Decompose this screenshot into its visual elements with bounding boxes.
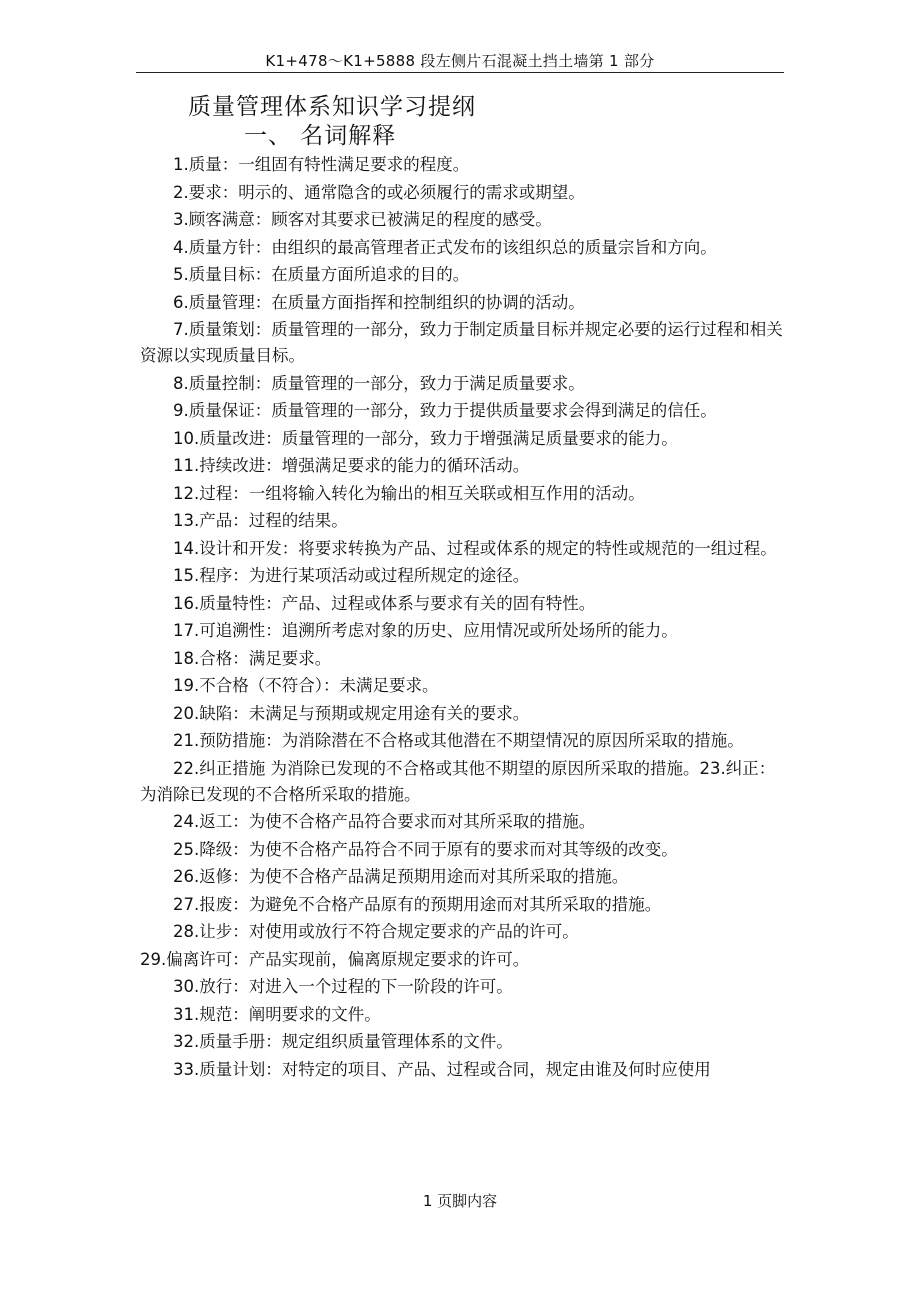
definition-item: 3.顾客满意：顾客对其要求已被满足的程度的感受。	[173, 210, 552, 229]
definition-item: 33.质量计划：对特定的项目、产品、过程或合同，规定由谁及何时应使用	[173, 1059, 711, 1079]
definition-item: 31.规范：阐明要求的文件。	[173, 1004, 381, 1024]
definition-item: 28.让步：对使用或放行不符合规定要求的产品的许可。	[173, 922, 579, 941]
definition-item: 8.质量控制：质量管理的一部分，致力于满足质量要求。	[173, 373, 585, 393]
page-footer: 1 页脚内容	[422, 1192, 498, 1210]
definition-item: 27.报废：为避免不合格产品原有的预期用途而对其所采取的措施。	[173, 894, 662, 914]
definition-item: 2.要求：明示的、通常隐含的或必须履行的需求或期望。	[173, 182, 585, 202]
definition-item: 19.不合格（不符合）：未满足要求。	[173, 676, 439, 695]
document-title: 质量管理体系知识学习提纲	[188, 94, 476, 120]
definition-item: 10.质量改进：质量管理的一部分，致力于增强满足质量要求的能力。	[173, 428, 678, 448]
definition-item: 21.预防措施：为消除潜在不合格或其他潜在不期望情况的原因所采取的措施。	[173, 731, 744, 750]
definition-item: 20.缺陷：未满足与预期或规定用途有关的要求。	[173, 703, 530, 723]
definition-item: 9.质量保证：质量管理的一部分，致力于提供质量要求会得到满足的信任。	[173, 401, 717, 420]
definition-item: 14.设计和开发：将要求转换为产品、过程或体系的规定的特性或规范的一组过程。	[173, 538, 777, 558]
definition-item: 24.返工：为使不合格产品符合要求而对其所采取的措施。	[173, 812, 596, 831]
definition-item: 17.可追溯性：追溯所考虑对象的历史、应用情况或所处场所的能力。	[173, 621, 678, 640]
definition-item: 11.持续改进：增强满足要求的能力的循环活动。	[173, 456, 530, 475]
definition-item: 1.质量：一组固有特性满足要求的程度。	[173, 155, 470, 174]
definition-item: 26.返修：为使不合格产品满足预期用途而对其所采取的措施。	[173, 867, 629, 886]
header-divider	[136, 72, 784, 73]
definition-item: 7.质量策划：质量管理的一部分，致力于制定质量目标并规定必要的运行过程和相关资源以实现质量目标。	[140, 320, 783, 365]
definition-item: 22.纠正措施 为消除已发现的不合格或其他不期望的原因所采取的措施。23.纠正：为消除已发现的不合格所采取的措施。	[140, 758, 776, 804]
definition-item: 12.过程：一组将输入转化为输出的相互关联或相互作用的活动。	[173, 483, 645, 503]
page-header: K1+478～K1+5888 段左侧片石混凝土挡土墙第 1 部分	[265, 52, 655, 70]
section-heading: 一、 名词解释	[244, 123, 397, 149]
definition-item: 15.程序：为进行某项活动或过程所规定的途径。	[173, 566, 530, 585]
definition-item: 5.质量目标：在质量方面所追求的目的。	[173, 265, 470, 284]
definition-list	[0, 152, 920, 1084]
definition-item: 6.质量管理：在质量方面指挥和控制组织的协调的活动。	[173, 292, 585, 312]
definition-item: 13.产品：过程的结果。	[173, 511, 348, 530]
definition-item: 16.质量特性：产品、过程或体系与要求有关的固有特性。	[173, 593, 596, 613]
definition-item: 25.降级：为使不合格产品符合不同于原有的要求而对其等级的改变。	[173, 839, 678, 859]
definition-item: 30.放行：对进入一个过程的下一阶段的许可。	[173, 977, 513, 996]
definition-item: 32.质量手册：规定组织质量管理体系的文件。	[173, 1032, 513, 1051]
definition-item: 29.偏离许可：产品实现前，偏离原规定要求的许可。	[140, 949, 530, 969]
definition-item: 4.质量方针：由组织的最高管理者正式发布的该组织总的质量宗旨和方向。	[173, 237, 717, 257]
definition-item: 18.合格：满足要求。	[173, 648, 332, 668]
